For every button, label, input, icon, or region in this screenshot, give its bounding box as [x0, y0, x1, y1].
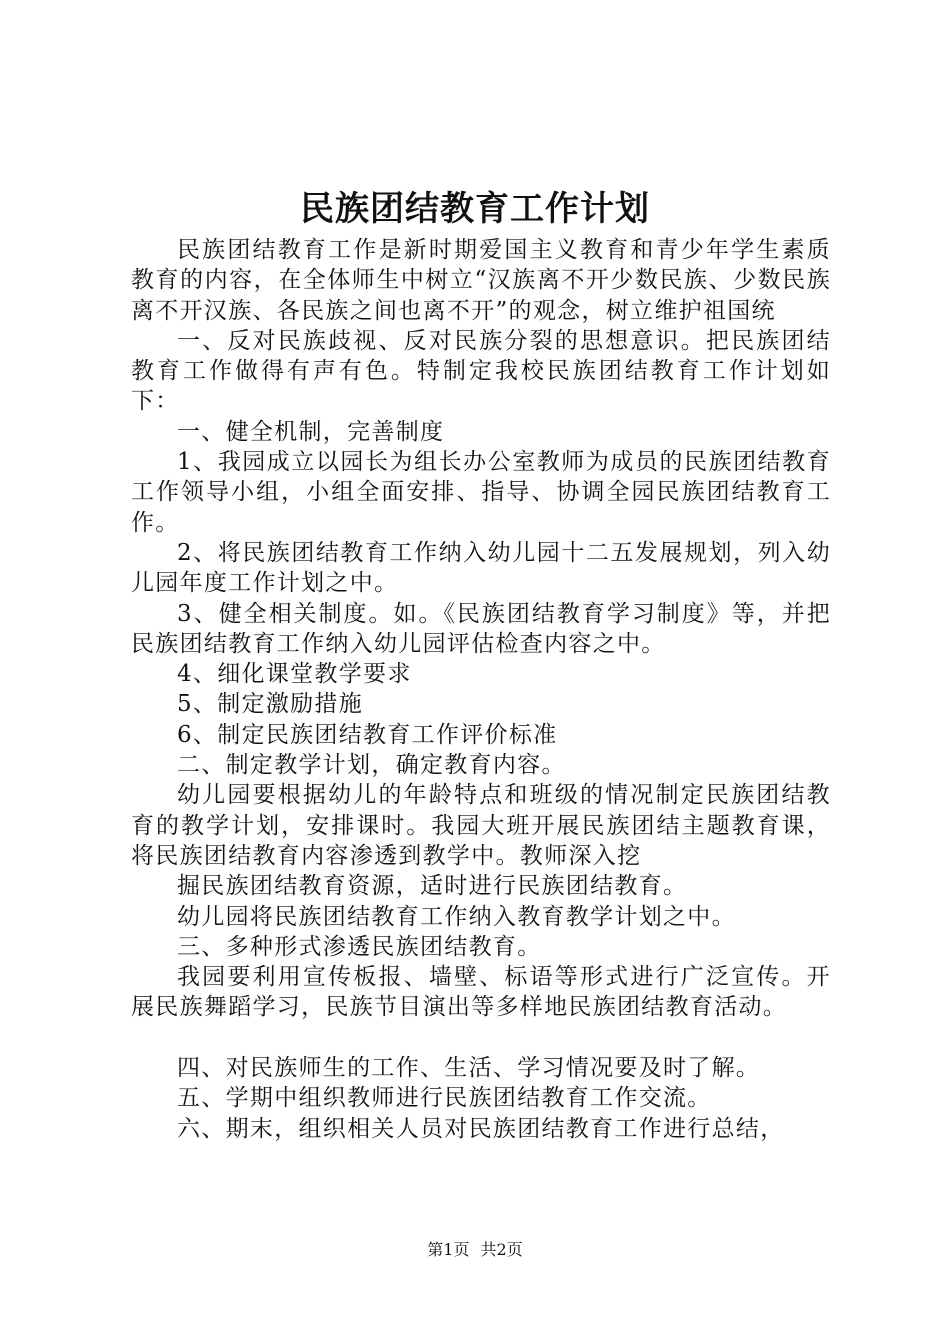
page-footer	[0, 1238, 950, 1262]
page-number: 第1页	[427, 1240, 470, 1259]
document-title: 民族团结教育工作计划	[300, 189, 650, 229]
section-heading: 一、健全机制，完善制度	[177, 418, 445, 445]
list-item: 5、制定激励措施	[177, 691, 364, 718]
paragraph: 民族团结教育工作是新时期爱国主义教育和青少年学生素质教育的内容，在全体师生中树立“汉族离不开少数民族、少数民族离不开汉族、各民族之间也离不开”的观念，树立维护祖国统	[131, 237, 831, 324]
paragraph: 我园要利用宣传板报、墙壁、标语等形式进行广泛宣传。开展民族舞蹈学习，民族节目演出等多样地民族团结教育活动。	[131, 964, 831, 1021]
section-heading: 二、制定教学计划，确定教育内容。	[177, 752, 566, 779]
paragraph: 幼儿园将民族团结教育工作纳入教育教学计划之中。	[177, 903, 736, 930]
section-heading: 六、期末，组织相关人员对民族团结教育工作进行总结，	[177, 1115, 785, 1142]
document-body	[131, 235, 831, 1144]
section-heading: 五、学期中组织教师进行民族团结教育工作交流。	[177, 1085, 712, 1112]
list-item: 6、制定民族团结教育工作评价标准	[177, 721, 558, 748]
paragraph: 掘民族团结教育资源，适时进行民族团结教育。	[177, 873, 688, 900]
section-heading: 四、对民族师生的工作、生活、学习情况要及时了解。	[177, 1055, 761, 1082]
list-item: 4、细化课堂教学要求	[177, 661, 412, 688]
page-total: 共2页	[480, 1240, 523, 1259]
list-item: 3、健全相关制度。如。《民族团结教育学习制度》等，并把民族团结教育工作纳入幼儿园评估检查内容之中。	[131, 600, 831, 657]
paragraph: 一、反对民族歧视、反对民族分裂的思想意识。把民族团结教育工作做得有声有色。特制定我校民族团结教育工作计划如下：	[131, 327, 831, 415]
list-item: 1、我园成立以园长为组长办公室教师为成员的民族团结教育工作领导小组，小组全面安排、指导、协调全园民族团结教育工作。	[131, 449, 831, 536]
paragraph: 幼儿园要根据幼儿的年龄特点和班级的情况制定民族团结教育的教学计划，安排课时。我园大班开展民族团结主题教育课，将民族团结教育内容渗透到教学中。教师深入挖	[131, 782, 831, 869]
section-heading: 三、多种形式渗透民族团结教育。	[177, 933, 542, 960]
list-item: 2、将民族团结教育工作纳入幼儿园十二五发展规划，列入幼儿园年度工作计划之中。	[131, 539, 831, 597]
